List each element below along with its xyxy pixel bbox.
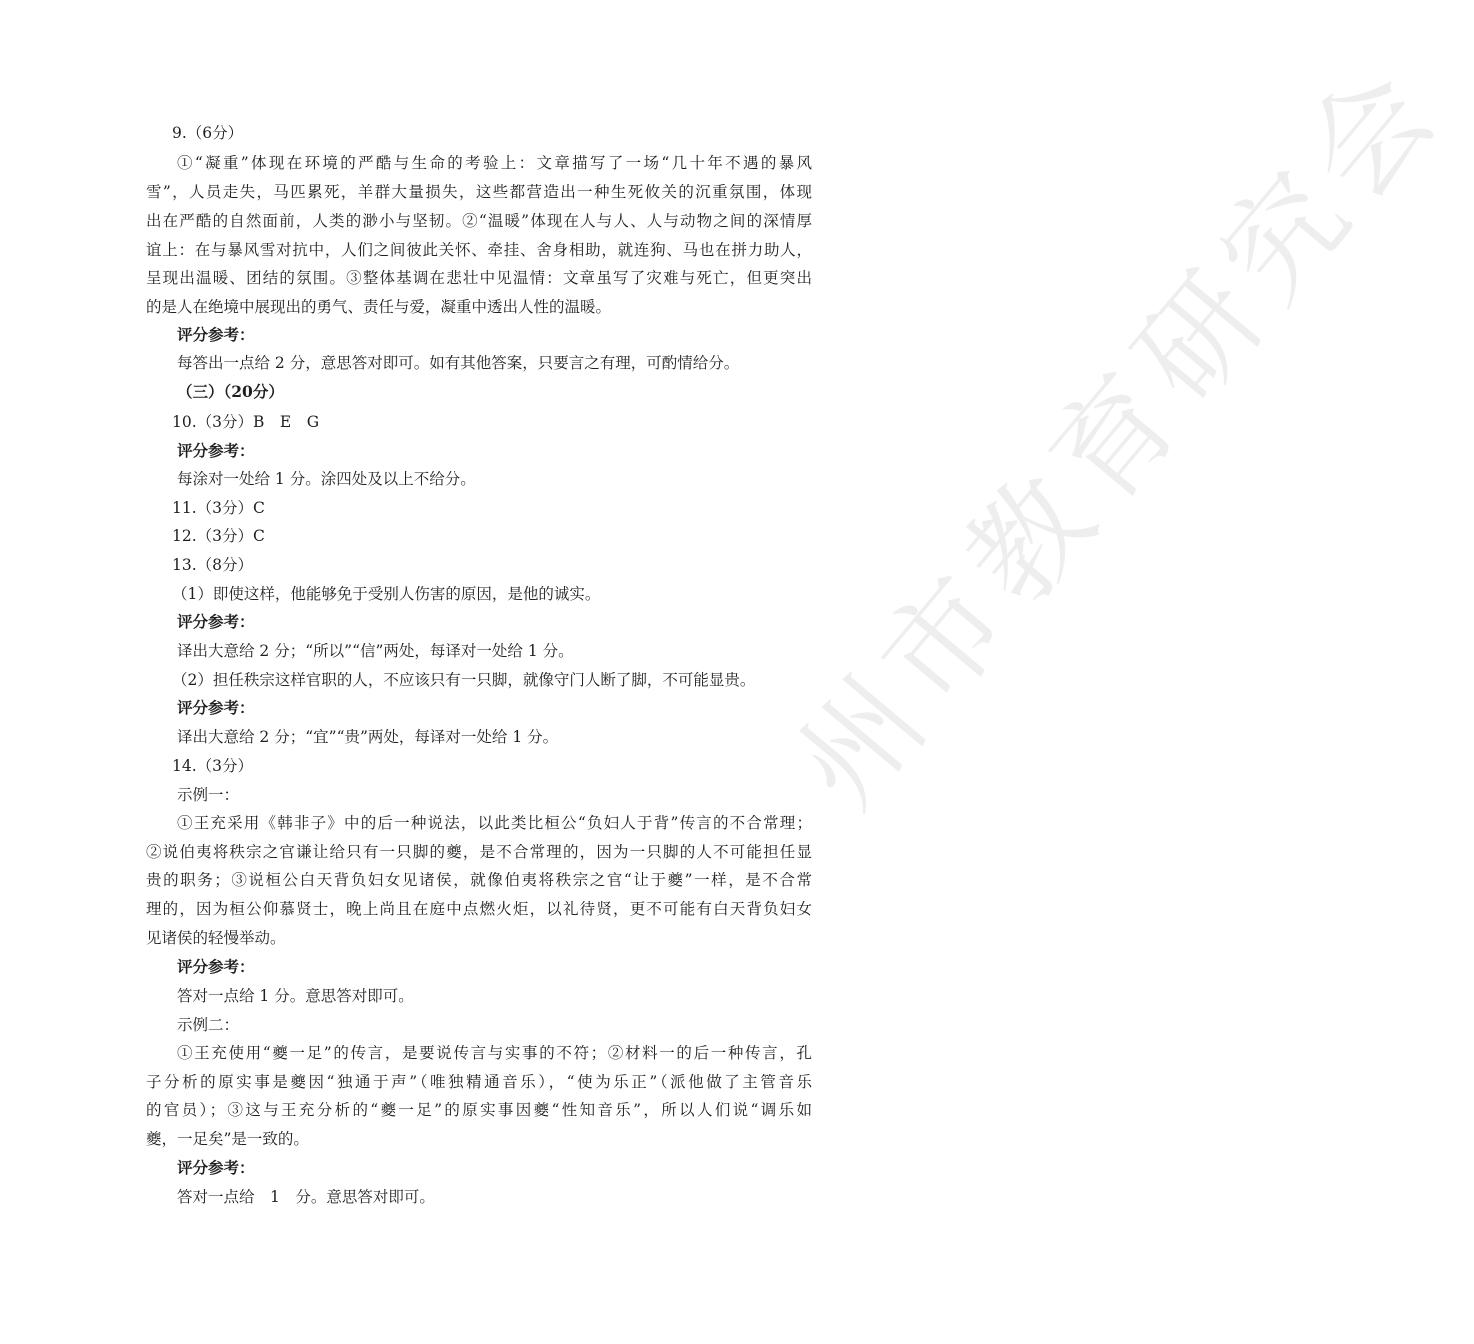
q14-example1-line-3: 贵的职务；③说桓公白天背负妇女见诸侯，就像伯夷将秩宗之官“让于夔”一样，是不合常 [146,871,812,889]
q14-example1-label: 示例一： [177,786,240,804]
q13-part1-answer: （1）即使这样，他能够免于受别人伤害的原因，是他的诚实。 [172,585,601,603]
q14-example2-scoring-text: 答对一点给 1 分。意思答对即可。 [177,1188,435,1206]
q14-example2-line-3: 的官员）；③这与王充分析的“夔一足”的原实事因夔“性知音乐”，所以人们说“调乐如 [146,1101,812,1119]
q9-scoring-text: 每答出一点给 2 分，意思答对即可。如有其他答案，只要言之有理，可酌情给分。 [177,354,740,372]
q14-example1-scoring-label: 评分参考： [177,957,255,976]
q13-part2-answer: （2）担任秩宗这样官职的人，不应该只有一只脚，就像守门人断了脚，不可能显贵。 [172,671,756,689]
watermark-text: 州市教育研究会 [769,35,1469,833]
q9-answer-line-3: 出在严酷的自然面前，人类的渺小与坚韧。②“温暖”体现在人与人、人与动物之间的深情厚 [146,212,812,230]
q14-example2-line-1: ①王充使用“夔一足”的传言，是要说传言与实事的不符；②材料一的后一种传言，孔 [177,1044,812,1062]
q13-part2-scoring-label: 评分参考： [177,698,255,717]
q14-example2-line-4: 夔，一足矣”是一致的。 [146,1130,309,1148]
q9-answer-line-4: 谊上：在与暴风雪对抗中，人们之间彼此关怀、牵挂、舍身相助，就连狗、马也在拼力助人， [146,241,812,259]
section-three-heading: （三）（20分） [177,382,284,401]
q14-example1-line-1: ①王充采用《韩非子》中的后一种说法，以此类比桓公“负妇人于背”传言的不合常理； [177,814,812,832]
q14-heading: 14.（3分） [172,757,254,775]
q9-answer-line-1: ①“凝重”体现在环境的严酷与生命的考验上：文章描写了一场“几十年不遇的暴风 [177,154,812,172]
q9-heading: 9.（6分） [172,124,244,142]
q14-example1-scoring-text: 答对一点给 1 分。意思答对即可。 [177,987,414,1005]
q14-example1-line-4: 理的，因为桓公仰慕贤士，晚上尚且在庭中点燃火炬，以礼待贤，更不可能有白天背负妇女 [146,900,812,918]
q14-example2-scoring-label: 评分参考： [177,1158,255,1177]
q13-part2-scoring-text: 译出大意给 2 分；“宜”“贵”两处，每译对一处给 1 分。 [177,728,559,746]
q10-scoring-text: 每涂对一处给 1 分。涂四处及以上不给分。 [177,470,476,488]
q9-scoring-label: 评分参考： [177,325,255,344]
q14-example2-line-2: 子分析的原实事是夔因“独通于声”（唯独精通音乐），“使为乐正”（派他做了主管音乐 [146,1073,812,1091]
q11-answer: 11.（3分）C [172,499,265,517]
q9-answer-line-6: 的是人在绝境中展现出的勇气、责任与爱，凝重中透出人性的温暖。 [146,298,612,316]
q12-answer: 12.（3分）C [172,527,265,545]
q14-example1-line-5: 见诸侯的轻慢举动。 [146,929,286,947]
q14-example1-line-2: ②说伯夷将秩宗之官谦让给只有一只脚的夔，是不合常理的，因为一只脚的人不可能担任显 [146,843,812,861]
q9-answer-line-2: 雪”，人员走失，马匹累死，羊群大量损失，这些都营造出一种生死攸关的沉重氛围，体现 [146,183,812,201]
q13-part1-scoring-label: 评分参考： [177,612,255,631]
q9-answer-line-5: 呈现出温暖、团结的氛围。③整体基调在悲壮中见温情：文章虽写了灾难与死亡，但更突出 [146,269,812,287]
q10-answer: 10.（3分）B E G [172,413,320,431]
q13-heading: 13.（8分） [172,556,254,574]
q13-part1-scoring-text: 译出大意给 2 分；“所以”“信”两处，每译对一处给 1 分。 [177,642,574,660]
q10-scoring-label: 评分参考： [177,441,255,460]
q14-example2-label: 示例二： [177,1016,240,1034]
